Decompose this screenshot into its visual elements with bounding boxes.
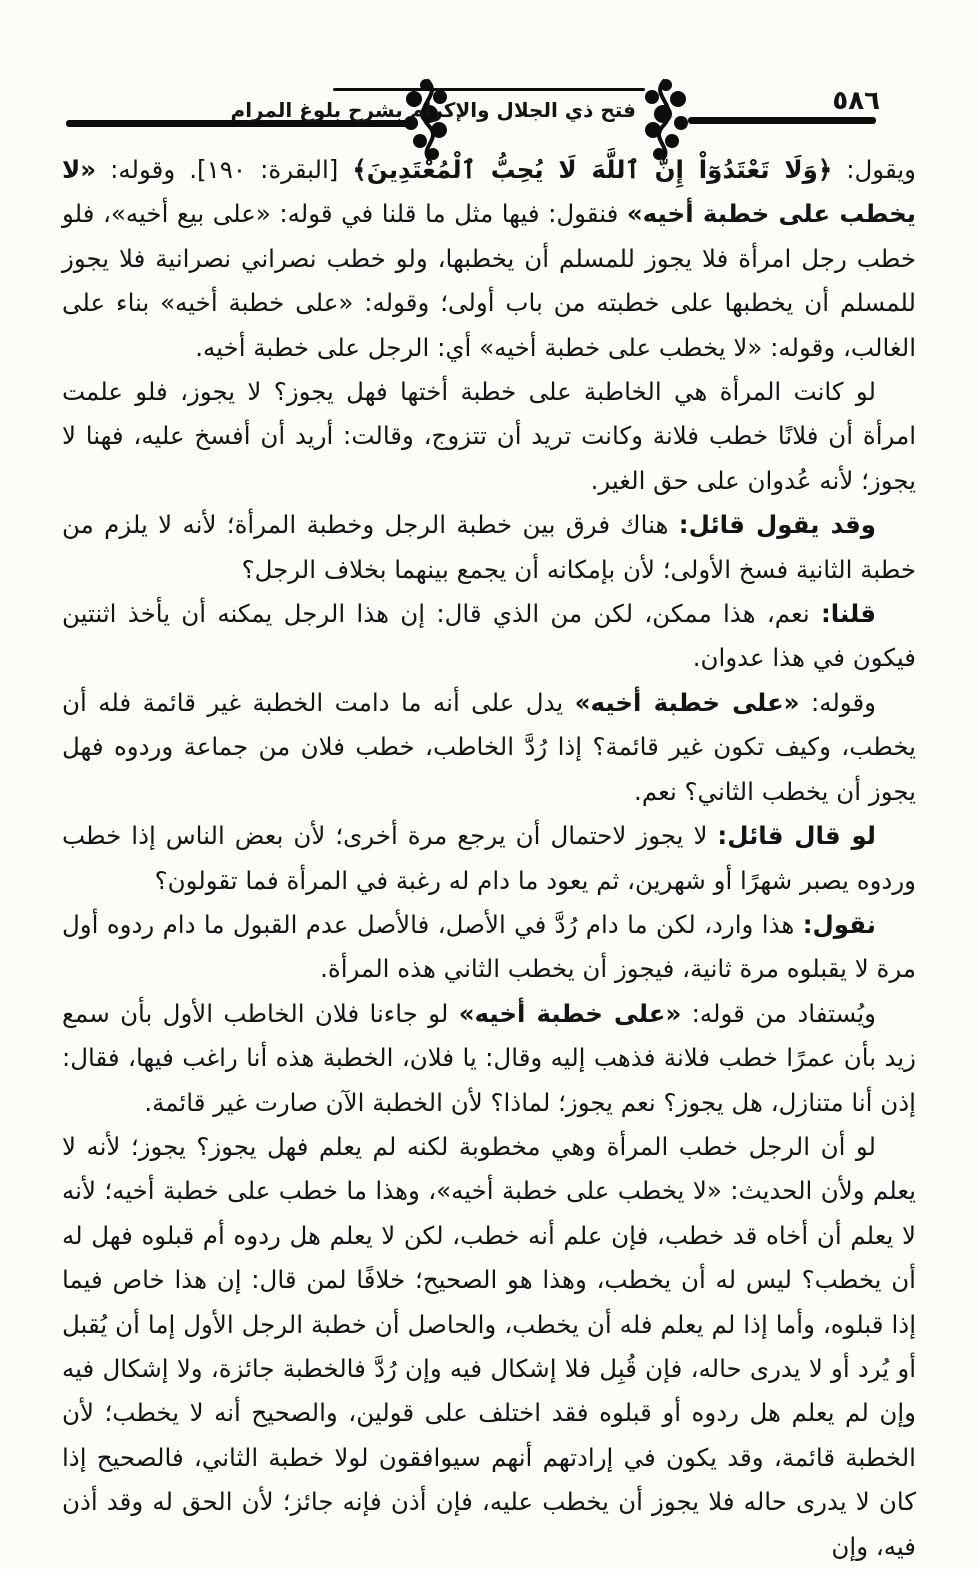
text-run: نعم، هذا ممكن، لكن من الذي قال: إن هذا الرجل يمكنه أن يأخذ اثنتين فيكون في هذا عدوان.	[62, 599, 916, 673]
header-rule-top	[333, 88, 645, 91]
body-text	[62, 148, 916, 1569]
bold-phrase: وقد يقول قائل:	[678, 510, 877, 540]
text-run: ويُستفاد من قوله:	[681, 998, 876, 1028]
text-run: وقوله:	[799, 687, 877, 717]
paragraph	[62, 148, 916, 370]
paragraph	[62, 681, 916, 814]
paragraph	[62, 370, 916, 503]
bold-phrase: لو قال قائل:	[717, 821, 876, 851]
paragraph	[62, 503, 916, 592]
quran-verse: ﴿وَلَا تَعْتَدُوٓاْ إِنَّ ٱللَّهَ لَا يُحِبُّ ٱلْمُعْتَدِينَ﴾	[352, 155, 833, 184]
header-rule-right	[688, 117, 876, 124]
paragraph	[62, 1125, 916, 1569]
bold-phrase: نقول:	[802, 909, 876, 939]
text-run: لا يجوز لاحتمال أن يرجع مرة أخرى؛ لأن بعض الناس إذا خطب وردوه يصبر شهرًا أو شهرين، ثم يعود ما دام له رغبة في المرأة فما تقولون؟	[62, 821, 916, 895]
bold-phrase: قلنا:	[820, 599, 876, 629]
text-run: يدل على أنه ما دامت الخطبة غير قائمة فله أن يخطب، وكيف تكون غير قائمة؟ إذا رُدَّ الخاطب، خطب فلان من جماعة وردوه فهل يجوز أن يخطب الثاني؟ نعم.	[62, 687, 916, 806]
paragraph	[62, 592, 916, 681]
text-run: لو أن الرجل خطب المرأة وهي مخطوبة لكنه لم يعلم فهل يجوز؟ يجوز؛ لأنه لا يعلم ولأن الحديث: «لا يخطب على خطبة أخيه»، وهذا ما خطب على خطبة أخيه؛ لأنه لا يعلم أن أخاه قد خطب، فإن علم أنه خطب، لكن لا يعلم هل ردوه أم قبلوه فهل له أن يخطب؟ ليس له أن يخطب، وهذا هو الصحيح؛ خلافًا لمن قال: إن هذا خاص فيما إذا قبلوه، وأما إذا لم يعلم فله أن يخطب، والحاصل أن خطبة الرجل الأول إما أن يُقبل أو يُرد أو لا يدرى حاله، فإن قُبِل فلا إشكال فيه وإن رُدَّ فالخطبة جائزة، ولا إشكال فيه وإن لم يعلم هل ردوه أو قبلوه فقد اختلف على قولين، والصحيح أنه لا يخطب؛ لأن الخطبة قائمة، وقد يكون في إرادتهم أنهم سيوافقون لولا خطبة الثاني، فالصحيح إذا كان لا يدرى حاله فلا يجوز أن يخطب عليه، فإن أذن فإنه جائز؛ لأن الحق له وقد أذن فيه، وإن	[62, 1131, 916, 1561]
text-run: لو جاءنا فلان الخاطب الأول بأن سمع زيد بأن عمرًا خطب فلانة فذهب إليه وقال: يا فلان، الخطبة هذه أنا راغب فيها، فقال: إذن أنا متنازل، هل يجوز؟ نعم يجوز؛ لماذا؟ لأن الخطبة الآن صارت غير قائمة.	[62, 998, 916, 1117]
text-run: ويقول:	[832, 155, 916, 184]
text-run: فنقول: فيها مثل ما قلنا في قوله: «على بيع أخيه»، فلو خطب رجل امرأة فلا يجوز للمسلم أن يخطبها، ولو خطب نصراني نصرانية فلا يجوز للمسلم أن يخطبها على خطبته من باب أولى؛ وقوله: «على خطبة أخيه» بناء على الغالب، وقوله: «لا يخطب على خطبة أخيه» أي: الرجل على خطبة أخيه.	[62, 199, 916, 362]
text-run: هناك فرق بين خطبة الرجل وخطبة المرأة؛ لأنه لا يلزم من خطبة الثانية فسخ الأولى؛ لأن بإمكانه أن يجمع بينهما بخلاف الرجل؟	[62, 510, 916, 584]
text-run: [البقرة: ١٩٠]. وقوله:	[96, 155, 353, 184]
paragraph	[62, 903, 916, 992]
bold-phrase: «على خطبة أخيه»	[574, 687, 800, 717]
page-number: ٥٨٦	[832, 86, 880, 116]
bold-phrase: «لا يخطب على خطبة أخيه»	[62, 155, 916, 229]
page-header	[0, 0, 978, 150]
text-run: هذا وارد، لكن ما دام رُدَّ في الأصل، فالأصل عدم القبول ما دام ردوه أول مرة لا يقبلوه مرة ثانية، فيجوز أن يخطب الثاني هذه المرأة.	[62, 909, 916, 984]
text-run: لو كانت المرأة هي الخاطبة على خطبة أختها فهل يجوز؟ لا يجوز، فلو علمت امرأة أن فلانًا خطب فلانة وكانت تريد أن تتزوج، وقالت: أريد أن أفسخ عليه، فهنا لا يجوز؛ لأنه عُدوان على حق الغير.	[62, 377, 916, 495]
paragraph	[62, 814, 916, 903]
book-title: فتح ذي الجلال والإكرام بشرح بلوغ المرام	[230, 98, 636, 122]
paragraph	[62, 992, 916, 1125]
bold-phrase: «على خطبة أخيه»	[458, 998, 682, 1028]
